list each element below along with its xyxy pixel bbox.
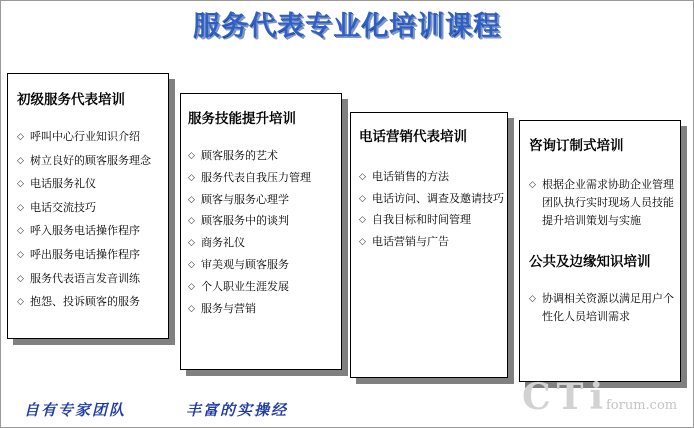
list-item: ◇ 根据企业需求协助企业管理团队执行实时现场人员技能提升培训策划与实施: [529, 176, 679, 230]
list-item: ◇ 服务与营销: [188, 302, 341, 316]
slogan-expert-team: 自有专家团队: [24, 401, 127, 419]
list-item: ◇ 电话访问、调查及邀请技巧: [359, 192, 504, 206]
list-item: ◇ 商务礼仪: [188, 236, 341, 250]
list-item: ◇ 抱怨、投诉顾客的服务: [17, 295, 168, 309]
box-title: 服务技能提升培训: [188, 111, 296, 127]
list-item: ◇ 自我目标和时间管理: [359, 213, 507, 227]
list-item: ◇ 个人职业生涯发展: [188, 280, 341, 294]
course-box-basic: [7, 73, 169, 339]
list-item: ◇ 电话销售的方法: [359, 170, 507, 184]
course-box-telemarketing: [350, 112, 508, 378]
box-title: 电话营销代表培训: [359, 129, 467, 145]
course-box-consulting: [519, 120, 681, 382]
list-item: ◇ 电话服务礼仪: [17, 177, 168, 191]
list-item: ◇ 顾客与服务心理学: [188, 193, 341, 207]
list-item: ◇ 呼出服务电话操作程序: [17, 248, 168, 262]
list-item: ◇ 顾客服务中的谈判: [188, 214, 341, 228]
list-item: ◇ 服务代表语言发音训练: [17, 272, 168, 286]
watermark-logo: [522, 376, 687, 416]
list-item: ◇ 顾客服务的艺术: [188, 149, 341, 163]
box-title: 公共及边缘知识培训: [529, 254, 651, 270]
list-item: ◇ 审美观与顾客服务: [188, 258, 341, 272]
slogan-experience: 丰富的实操经: [186, 401, 289, 419]
sub-section: [529, 250, 680, 326]
slide-title: 服务代表专业化培训课程: [193, 11, 501, 42]
box-title: 咨询订制式培训: [529, 138, 624, 154]
list-item: ◇ 呼入服务电话操作程序: [17, 224, 168, 238]
course-box-skills: [180, 93, 342, 370]
list-item: ◇ 协调相关资源以满足用户个性化人员培训需求: [529, 290, 679, 326]
list-item: ◇ 服务代表自我压力管理: [188, 171, 341, 185]
list-item: ◇ 电话交流技巧: [17, 201, 168, 215]
list-item: ◇ 树立良好的顾客服务理念: [17, 154, 168, 168]
list-item: ◇ 电话营销与广告: [359, 235, 507, 249]
watermark-small: forum.com: [606, 398, 678, 413]
box-title: 初级服务代表培训: [17, 92, 125, 108]
list-item: ◇ 呼叫中心行业知识介绍: [17, 130, 168, 144]
watermark-big: CTi: [522, 376, 610, 418]
